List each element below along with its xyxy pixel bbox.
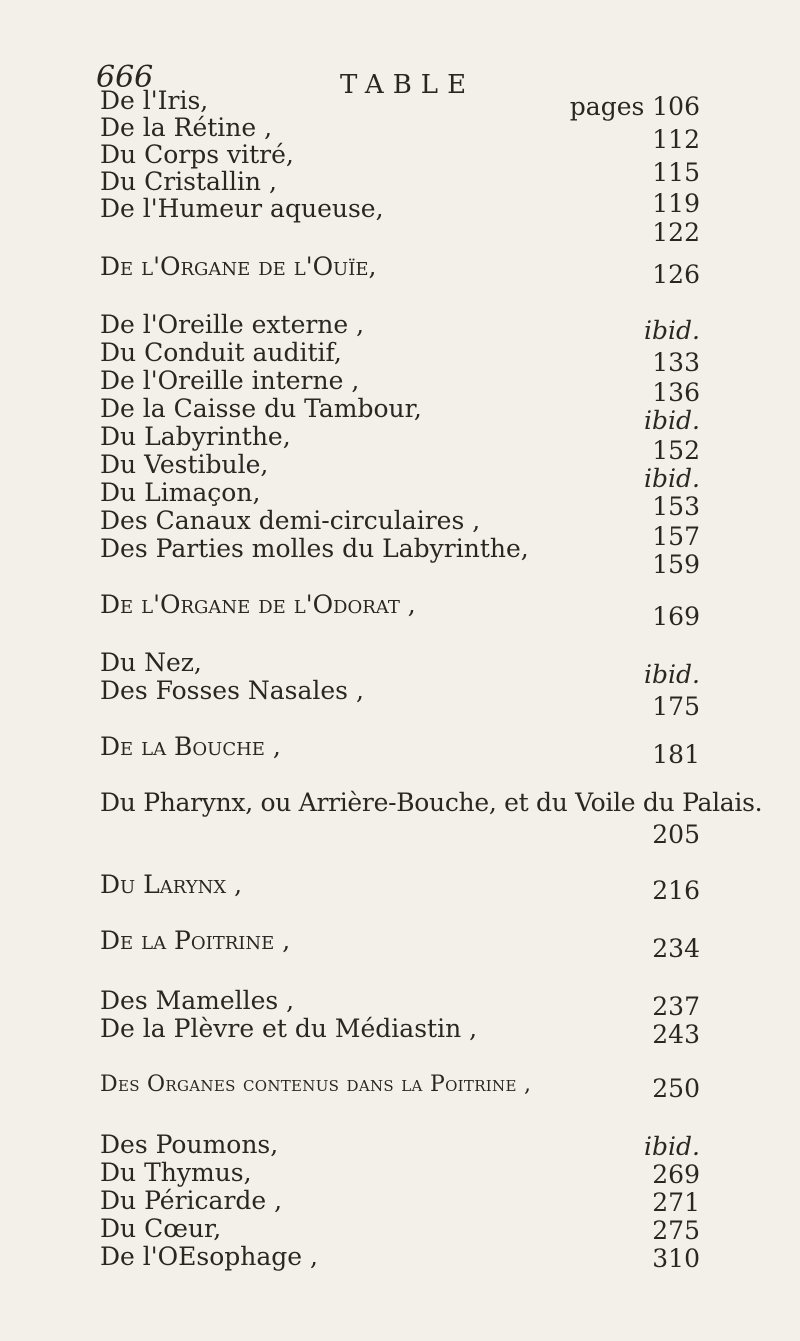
entry-label: Du Limaçon, <box>100 478 261 507</box>
entry-label: De l'Oreille interne , <box>100 366 360 395</box>
entry-page: 153 <box>652 492 700 521</box>
section-page: 181 <box>652 740 700 769</box>
entry-label: De la Plèvre et du Médiastin , <box>100 1014 478 1043</box>
running-title: TABLE <box>340 70 476 100</box>
toc-section-larynx <box>100 870 700 904</box>
entry-label: Du Cristallin , <box>100 167 277 196</box>
entry-label: Du Vestibule, <box>100 450 269 479</box>
section-page: 169 <box>652 602 700 631</box>
entry-label: Du Nez, <box>100 648 202 677</box>
entry-label: Du Cœur, <box>100 1214 222 1243</box>
entry-label: De l'Humeur aqueuse, <box>100 194 384 223</box>
toc-section-bouche <box>100 732 700 769</box>
entry-page: 310 <box>652 1244 700 1273</box>
section-page: 126 <box>652 260 700 289</box>
entry-page: 275 <box>652 1216 700 1245</box>
entry-page: ibid. <box>644 464 700 493</box>
entry-page: 159 <box>652 550 700 579</box>
toc-section-organe-ouie <box>100 252 700 289</box>
entry-page: 237 <box>652 992 700 1021</box>
entry-label: De la Rétine , <box>100 113 273 142</box>
section-page: 216 <box>652 876 700 905</box>
toc-entry-fosses-nasales <box>100 676 700 721</box>
toc-entry-parties-molles <box>100 534 700 579</box>
section-page: 234 <box>652 934 700 963</box>
entry-page: pages 106 <box>569 92 700 121</box>
entry-page: 175 <box>652 692 700 721</box>
entry-label: Du Thymus, <box>100 1158 252 1187</box>
section-label: De la Poitrine , <box>100 926 291 955</box>
entry-label: Du Corps vitré, <box>100 140 294 169</box>
entry-label: Du Labyrinthe, <box>100 422 291 451</box>
toc-entry-humeur-aqueuse <box>100 194 700 247</box>
entry-page: ibid. <box>644 1132 700 1161</box>
entry-page: 115 <box>652 158 700 187</box>
toc-entry-oesophage <box>100 1242 700 1276</box>
toc-section-organes-poitrine <box>100 1072 700 1106</box>
section-label: De la Bouche , <box>100 732 281 761</box>
entry-label: De la Caisse du Tambour, <box>100 394 422 423</box>
toc-entry-pharynx-page: 205 <box>652 820 700 849</box>
entry-label: Du Péricarde , <box>100 1186 283 1215</box>
section-label: Du Larynx , <box>100 870 243 899</box>
section-label: De l'Organe de l'Odorat , <box>100 590 416 619</box>
toc-section-organe-odorat <box>100 590 700 631</box>
entry-page: 269 <box>652 1160 700 1189</box>
entry-label: Des Canaux demi-circulaires , <box>100 506 481 535</box>
folio-number: 666 <box>96 60 154 95</box>
entry-page: 271 <box>652 1188 700 1217</box>
entry-label: Des Poumons, <box>100 1130 279 1159</box>
entry-page: 157 <box>652 522 700 551</box>
entry-page: ibid. <box>644 406 700 435</box>
toc-entry-pharynx: Du Pharynx, ou Arrière-Bouche, et du Voile du Palais. <box>100 788 763 817</box>
toc-entry-plevre <box>100 1014 700 1048</box>
entry-page: ibid. <box>644 660 700 689</box>
entry-page: 243 <box>652 1020 700 1049</box>
toc-section-poitrine <box>100 926 700 963</box>
entry-label: De l'Oreille externe , <box>100 310 365 339</box>
entry-page: 152 <box>652 436 700 465</box>
entry-page: 119 <box>652 189 700 218</box>
entry-page: 136 <box>652 378 700 407</box>
entry-page: 133 <box>652 348 700 377</box>
entry-label: Des Parties molles du Labyrinthe, <box>100 534 529 563</box>
entry-label: Des Fosses Nasales , <box>100 676 364 705</box>
section-label: Des Organes contenus dans la Poitrine , <box>100 1072 532 1097</box>
section-label: De l'Organe de l'Ouïe, <box>100 252 377 281</box>
section-page: 250 <box>652 1074 700 1103</box>
entry-page: 112 <box>652 125 700 154</box>
entry-page: ibid. <box>644 316 700 345</box>
entry-label: De l'OEsophage , <box>100 1242 318 1271</box>
entry-page: 122 <box>652 218 700 247</box>
entry-label: De l'Iris, <box>100 86 209 115</box>
entry-label: Du Conduit auditif, <box>100 338 342 367</box>
entry-label: Des Mamelles , <box>100 986 295 1015</box>
